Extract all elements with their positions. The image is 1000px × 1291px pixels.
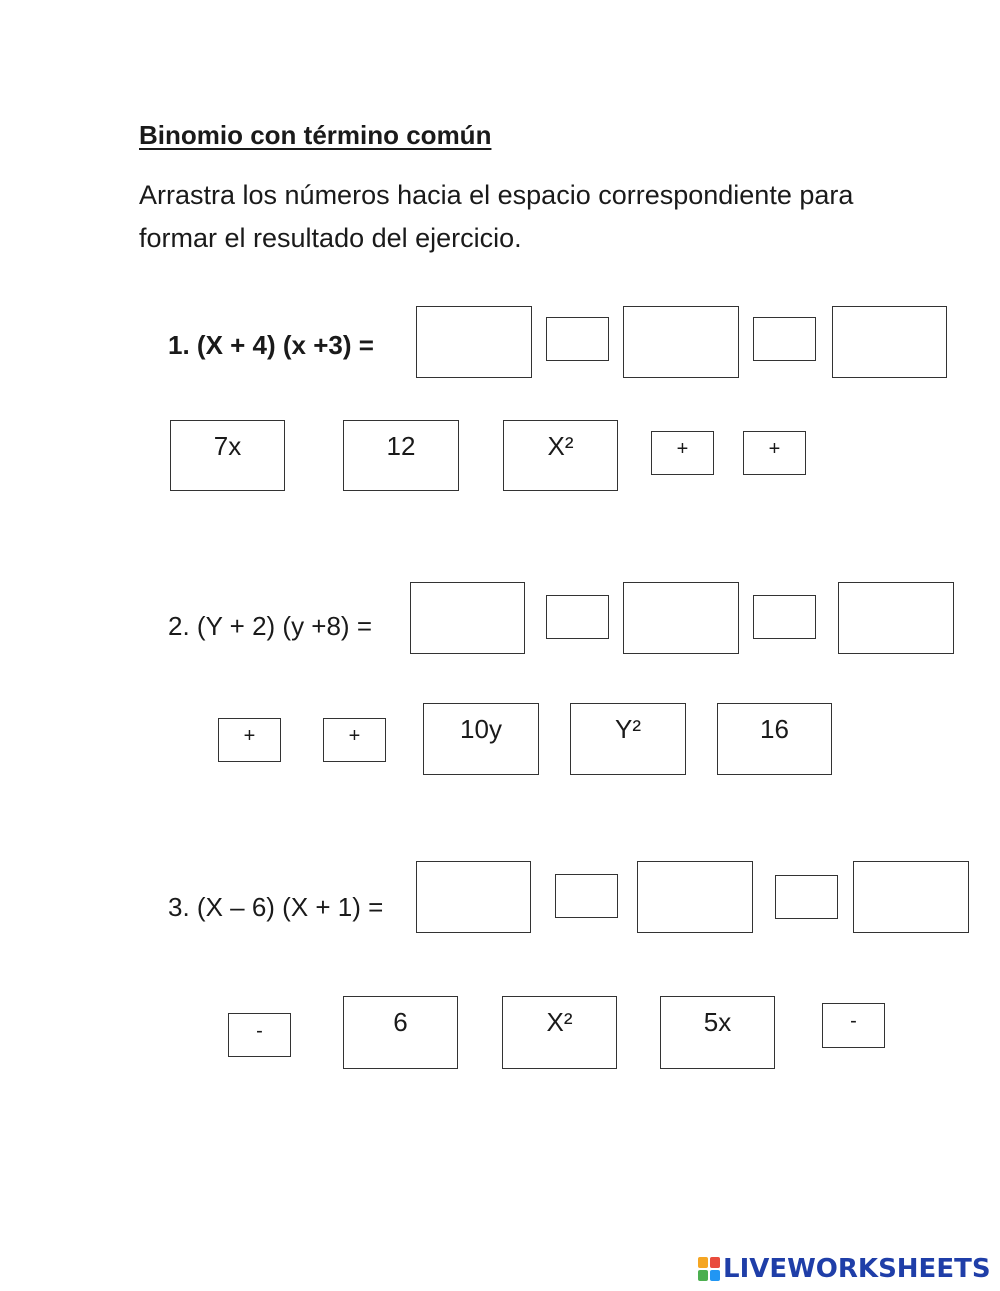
- exercise-2-tile[interactable]: 16: [717, 703, 832, 775]
- brand-name: LIVEWORKSHEETS: [723, 1254, 991, 1284]
- exercise-1-tile[interactable]: +: [743, 431, 806, 475]
- exercise-2-drop-slot-5[interactable]: [838, 582, 954, 654]
- exercise-2-equation: 2. (Y + 2) (y +8) =: [168, 611, 373, 641]
- liveworksheets-logo-icon: [698, 1257, 720, 1281]
- exercise-1-drop-slot-1[interactable]: [416, 306, 532, 378]
- exercise-3-drop-slot-1[interactable]: [416, 861, 531, 933]
- logo-square-icon: [698, 1257, 708, 1268]
- exercise-1-equation: 1. (X + 4) (x +3) =: [168, 330, 374, 360]
- exercise-3-tile[interactable]: X²: [502, 996, 617, 1069]
- exercise-1-tile[interactable]: X²: [503, 420, 618, 491]
- worksheet-title: Binomio con término común: [139, 120, 492, 150]
- exercise-1-drop-slot-2[interactable]: [546, 317, 609, 361]
- instruction-text: Arrastra los números hacia el espacio correspondiente para formar el resultado del ejercicio.: [139, 180, 854, 253]
- exercise-1-drop-slot-3[interactable]: [623, 306, 739, 378]
- exercise-3-drop-slot-3[interactable]: [637, 861, 753, 933]
- exercise-1-drop-slot-5[interactable]: [832, 306, 947, 378]
- exercise-3-drop-slot-2[interactable]: [555, 874, 618, 918]
- exercise-2-tile[interactable]: +: [218, 718, 281, 762]
- exercise-2-drop-slot-2[interactable]: [546, 595, 609, 639]
- exercise-3-tile[interactable]: 6: [343, 996, 458, 1069]
- exercise-3-drop-slot-4[interactable]: [775, 875, 838, 919]
- exercise-2-tile[interactable]: Y²: [570, 703, 686, 775]
- exercise-3-tile[interactable]: -: [228, 1013, 291, 1057]
- exercise-2-drop-slot-1[interactable]: [410, 582, 525, 654]
- exercise-3-tile[interactable]: -: [822, 1003, 885, 1048]
- exercise-3-equation: 3. (X – 6) (X + 1) =: [168, 892, 384, 922]
- exercise-3-tile[interactable]: 5x: [660, 996, 775, 1069]
- logo-square-icon: [710, 1270, 720, 1281]
- exercise-2-tile[interactable]: +: [323, 718, 386, 762]
- exercise-2-tile[interactable]: 10y: [423, 703, 539, 775]
- exercise-1-tile[interactable]: +: [651, 431, 714, 475]
- exercise-2-drop-slot-4[interactable]: [753, 595, 816, 639]
- logo-square-icon: [710, 1257, 720, 1268]
- exercise-1-tile[interactable]: 12: [343, 420, 459, 491]
- exercise-3-drop-slot-5[interactable]: [853, 861, 969, 933]
- logo-square-icon: [698, 1270, 708, 1281]
- exercise-1-drop-slot-4[interactable]: [753, 317, 816, 361]
- liveworksheets-logo: [698, 1254, 991, 1284]
- exercise-1-tile[interactable]: 7x: [170, 420, 285, 491]
- exercise-2-drop-slot-3[interactable]: [623, 582, 739, 654]
